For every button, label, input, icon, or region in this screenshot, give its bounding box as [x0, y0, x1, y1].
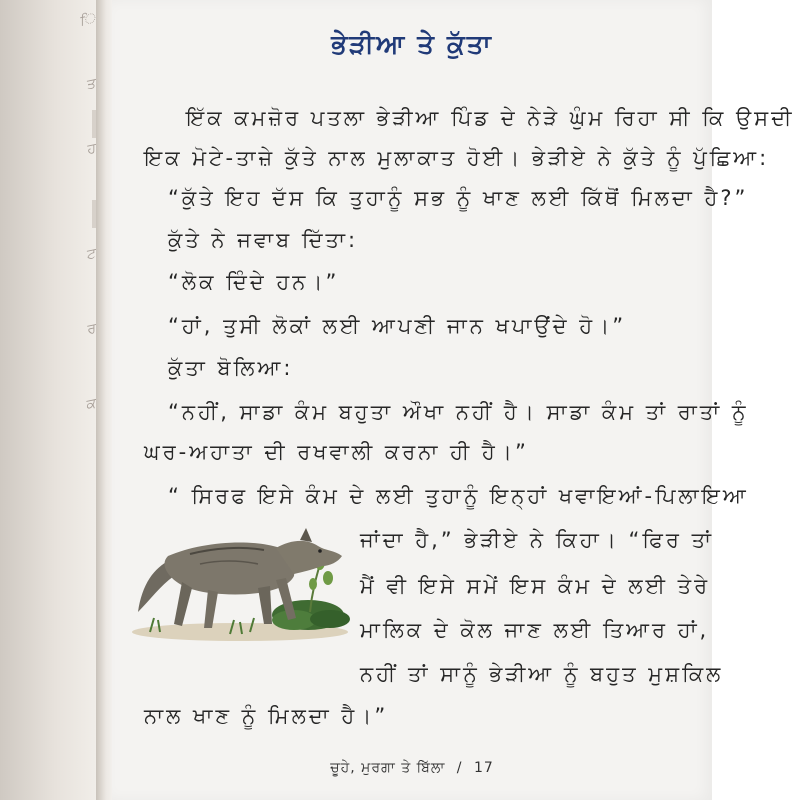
text-line: ਕੁੱਤੇ ਨੇ ਜਵਾਬ ਦਿੱਤਾ:: [168, 228, 359, 252]
text-line: ਨਾਲ ਖਾਣ ਨੂੰ ਮਿਲਦਾ ਹੈ।”: [144, 704, 389, 728]
text-line: ਇੱਕ ਕਮਜ਼ੋਰ ਪਤਲਾ ਭੇੜੀਆ ਪਿੰਡ ਦੇ ਨੇੜੇ ਘੁੰਮ ਰਿਹਾ ਸੀ ਕਿ ਉਸਦੀ: [186, 106, 795, 130]
wolf-illustration: [130, 520, 360, 650]
text-line: ਮਾਲਿਕ ਦੇ ਕੋਲ ਜਾਣ ਲਈ ਤਿਆਰ ਹਾਂ,: [360, 618, 710, 642]
edge-glyph: ਤ: [87, 75, 96, 94]
text-line: ਜਾਂਦਾ ਹੈ,” ਭੇੜੀਏ ਨੇ ਕਿਹਾ। “ਫਿਰ ਤਾਂ: [360, 528, 714, 552]
page-footer: [112, 760, 712, 776]
edge-glyph: ਿ: [80, 10, 96, 30]
footer-separator: /: [456, 760, 463, 776]
book-page: [112, 0, 795, 800]
story-title: ਭੇੜੀਆ ਤੇ ਕੁੱਤਾ: [331, 30, 493, 60]
edge-glyph: ਕ: [86, 395, 96, 414]
edge-glyph: ਟ: [87, 245, 96, 264]
text-line: “ਹਾਂ, ਤੁਸੀ ਲੋਕਾਂ ਲਈ ਆਪਣੀ ਜਾਨ ਖਪਾਉਂਦੇ ਹੋ।”: [168, 314, 627, 338]
page-number: 17: [473, 760, 494, 776]
text-line: “ ਸਿਰਫ ਇਸੇ ਕੰਮ ਦੇ ਲਈ ਤੁਹਾਨੂੰ ਇਨ੍ਹਾਂ ਖਵਾਇਆਂ-ਪਿਲਾਇਆ: [168, 484, 749, 508]
text-line: ਘਰ-ਅਹਾਤਾ ਦੀ ਰਖਵਾਲੀ ਕਰਨਾ ਹੀ ਹੈ।”: [144, 440, 529, 464]
text-line: “ਕੁੱਤੇ ਇਹ ਦੱਸ ਕਿ ਤੁਹਾਨੂੰ ਸਭ ਨੂੰ ਖਾਣ ਲਈ ਕਿੱਥੋਂ ਮਿਲਦਾ ਹੈ?”: [168, 186, 749, 210]
book-title: ਚੂਹੇ, ਮੁਰਗਾ ਤੇ ਬਿੱਲਾ: [330, 760, 446, 776]
text-line: ਮੈਂ ਵੀ ਇਸੇ ਸਮੇਂ ਇਸ ਕੰਮ ਦੇ ਲਈ ਤੇਰੇ: [360, 574, 711, 598]
edge-glyph: ਰ: [87, 320, 96, 339]
text-line: ਕੁੱਤਾ ਬੋਲਿਆ:: [168, 356, 294, 380]
text-line: ਨਹੀਂ ਤਾਂ ਸਾਨੂੰ ਭੇੜੀਆ ਨੂੰ ਬਹੁਤ ਮੁਸ਼ਕਿਲ: [360, 662, 724, 686]
edge-glyph: ਹ: [87, 140, 96, 159]
text-line: “ਲੋਕ ਦਿੰਦੇ ਹਨ।”: [168, 270, 340, 294]
previous-page-edge: [0, 0, 100, 800]
text-line: “ਨਹੀਂ, ਸਾਡਾ ਕੰਮ ਬਹੁਤਾ ਔਖਾ ਨਹੀਂ ਹੈ। ਸਾਡਾ ਕੰਮ ਤਾਂ ਰਾਤਾਂ ਨੂੰ: [168, 400, 749, 424]
text-line: ਇਕ ਮੋਟੇ-ਤਾਜ਼ੇ ਕੁੱਤੇ ਨਾਲ ਮੁਲਾਕਾਤ ਹੋਈ। ਭੇੜੀਏ ਨੇ ਕੁੱਤੇ ਨੂੰ ਪੁੱਛਿਆ:: [144, 146, 770, 170]
